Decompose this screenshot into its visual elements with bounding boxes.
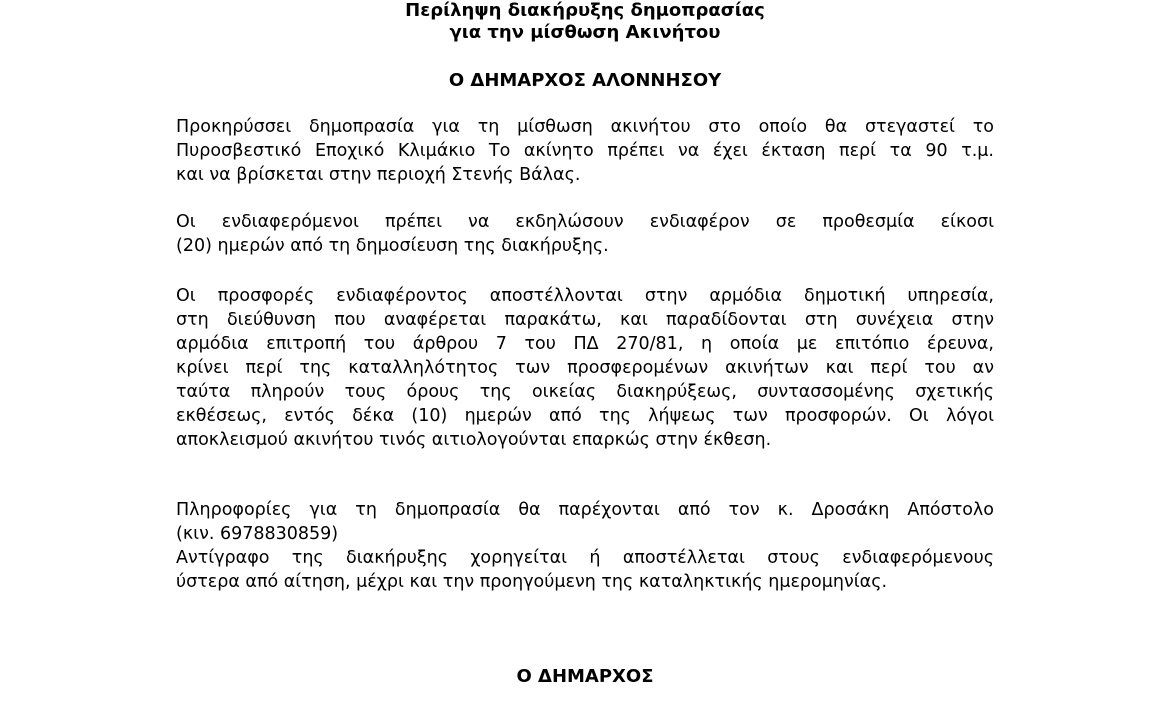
paragraph-announcement	[176, 115, 994, 187]
document-title-line-1: Περίληψη διακήρυξης δημοπρασίας	[405, 0, 765, 21]
paragraph-line: Πληροφορίες για τη δημοπρασία θα παρέχονται από τον κ. Δροσάκη Απόστολο	[176, 500, 994, 520]
paragraph-line: αρμόδια επιτροπή του άρθρου 7 του ΠΔ 270/81, η οποία με επιτόπιο έρευνα,	[176, 334, 994, 354]
paragraph-line: στη διεύθυνση που αναφέρεται παρακάτω, και παραδίδονται στη συνέχεια στην	[176, 310, 994, 330]
paragraph-line: Πυροσβεστικό Εποχικό Κλιμάκιο Το ακίνητο πρέπει να έχει έκταση περί τα 90 τ.μ.	[176, 141, 994, 161]
paragraph-line: ταύτα πληρούν τους όρους της οικείας διακηρύξεως, συντασσομένης σχετικής	[176, 382, 994, 402]
paragraph-line: (κιν. 6978830859)	[176, 524, 339, 544]
paragraph-line: Αντίγραφο της διακήρυξης χορηγείται ή αποστέλλεται στους ενδιαφερόμενους	[176, 548, 994, 568]
paragraph-line: Οι προσφορές ενδιαφέροντος αποστέλλονται στην αρμόδια δημοτική υπηρεσία,	[176, 286, 994, 306]
document-title-line-2: για την μίσθωση Ακινήτου	[449, 22, 721, 43]
paragraph-line: ύστερα από αίτηση, μέχρι και την προηγούμενη της καταληκτικής ημερομηνίας.	[176, 572, 888, 592]
paragraph-deadline	[176, 210, 994, 258]
paragraph-information	[176, 498, 994, 594]
paragraph-line: εκθέσεως, εντός δέκα (10) ημερών από της λήψεως των προσφορών. Οι λόγοι	[176, 406, 994, 426]
paragraph-offers	[176, 284, 994, 452]
signature-title: Ο ΔΗΜΑΡΧΟΣ	[516, 666, 654, 687]
paragraph-line: κρίνει περί της καταλληλότητος των προσφερομένων ακινήτων και περί του αν	[176, 358, 994, 378]
paragraph-line: και να βρίσκεται στην περιοχή Στενής Βάλας.	[176, 165, 581, 185]
paragraph-line: (20) ημερών από τη δημοσίευση της διακήρυξης.	[176, 236, 609, 256]
paragraph-line: αποκλεισμού ακινήτου τινός αιτιολογούνται επαρκώς στην έκθεση.	[176, 430, 772, 450]
paragraph-line: Οι ενδιαφερόμενοι πρέπει να εκδηλώσουν ενδιαφέρον σε προθεσμία είκοσι	[176, 212, 994, 232]
issuer-heading: Ο ΔΗΜΑΡΧΟΣ ΑΛΟΝΝΗΣΟΥ	[448, 70, 722, 91]
paragraph-line: Προκηρύσσει δημοπρασία για τη μίσθωση ακινήτου στο οποίο θα στεγαστεί το	[176, 117, 994, 137]
